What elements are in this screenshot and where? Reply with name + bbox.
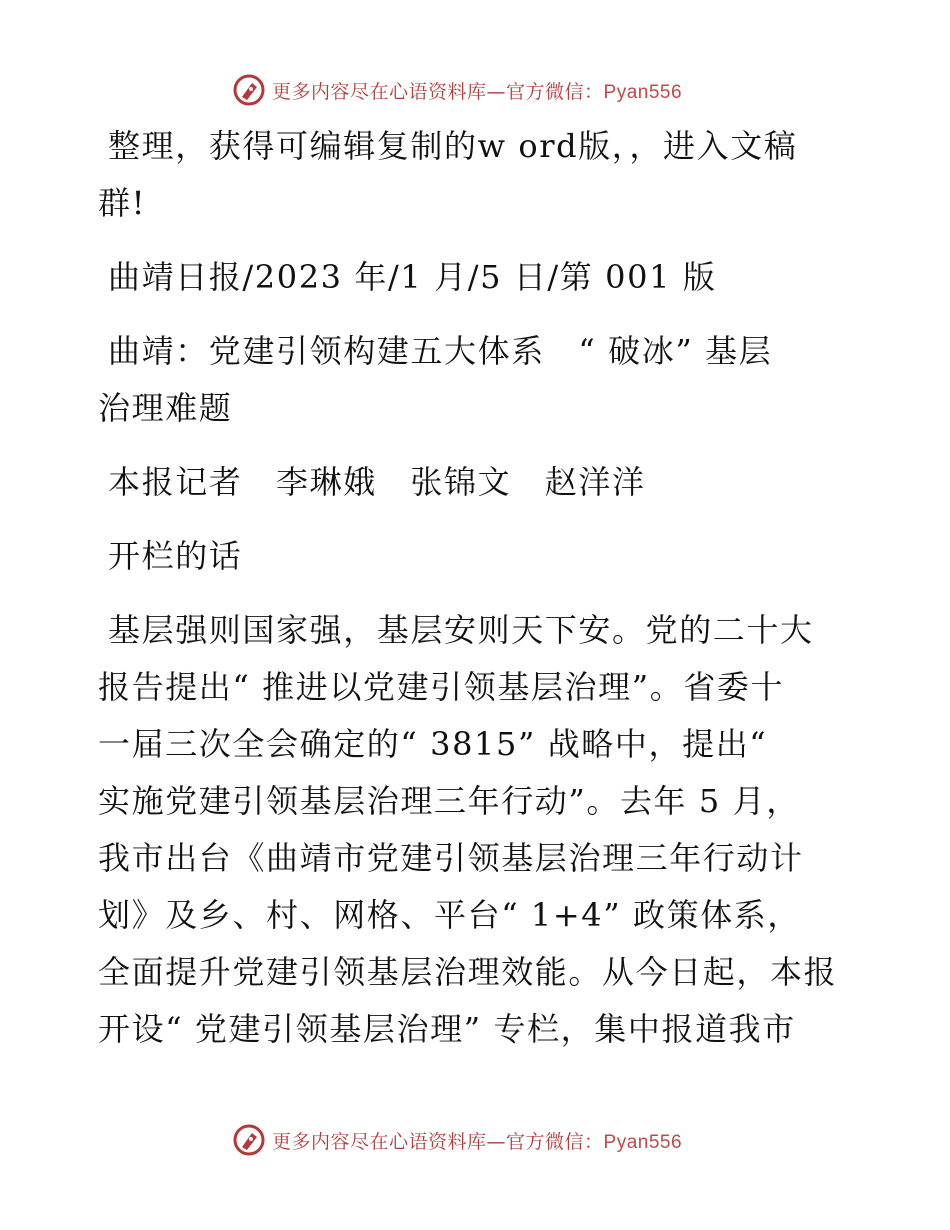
body-paragraph-line: 我市出台《曲靖市党建引领基层治理三年行动计	[98, 839, 804, 877]
document-body	[98, 118, 858, 1058]
source-line: 曲靖日报/2023 年/1 月/5 日/第 001 版	[108, 258, 717, 296]
watermark-footer	[232, 1122, 682, 1158]
body-paragraph-line: 实施党建引领基层治理三年行动”。去年 5 月，	[98, 782, 800, 820]
section-heading: 开栏的话	[108, 537, 243, 575]
pen-nib-circle-icon	[232, 1123, 266, 1157]
body-paragraph-line: 一届三次全会确定的“ 3815” 战略中，提出“	[98, 725, 768, 763]
watermark-header	[232, 72, 682, 108]
body-paragraph-line: 全面提升党建引领基层治理效能。从今日起，本报	[98, 953, 838, 991]
intro-text-line: 群!	[98, 184, 147, 222]
watermark-text: 更多内容尽在心语资料库—官方微信：Pyan556	[272, 80, 683, 103]
watermark-wechat-id: Pyan556	[603, 81, 683, 103]
article-title: 曲靖：党建引领构建五大体系 “ 破冰” 基层	[108, 332, 773, 370]
watermark-text: 更多内容尽在心语资料库—官方微信：Pyan556	[272, 1130, 683, 1153]
intro-text-line: 整理，获得可编辑复制的w ord版，，进入文稿	[108, 127, 798, 165]
body-paragraph-line: 报告提出“ 推进以党建引领基层治理”。省委十	[98, 668, 785, 706]
byline: 本报记者 李琳娥 张锦文 赵洋洋	[108, 463, 646, 501]
pen-nib-circle-icon	[232, 73, 266, 107]
body-paragraph-line: 开设“ 党建引领基层治理” 专栏，集中报道我市	[98, 1010, 796, 1048]
body-paragraph-line: 划》及乡、村、网格、平台“ 1+4” 政策体系，	[98, 896, 801, 934]
body-paragraph-line: 基层强则国家强，基层安则天下安。党的二十大	[108, 611, 814, 649]
watermark-wechat-id: Pyan556	[603, 1131, 683, 1153]
article-title-continued: 治理难题	[98, 389, 233, 427]
